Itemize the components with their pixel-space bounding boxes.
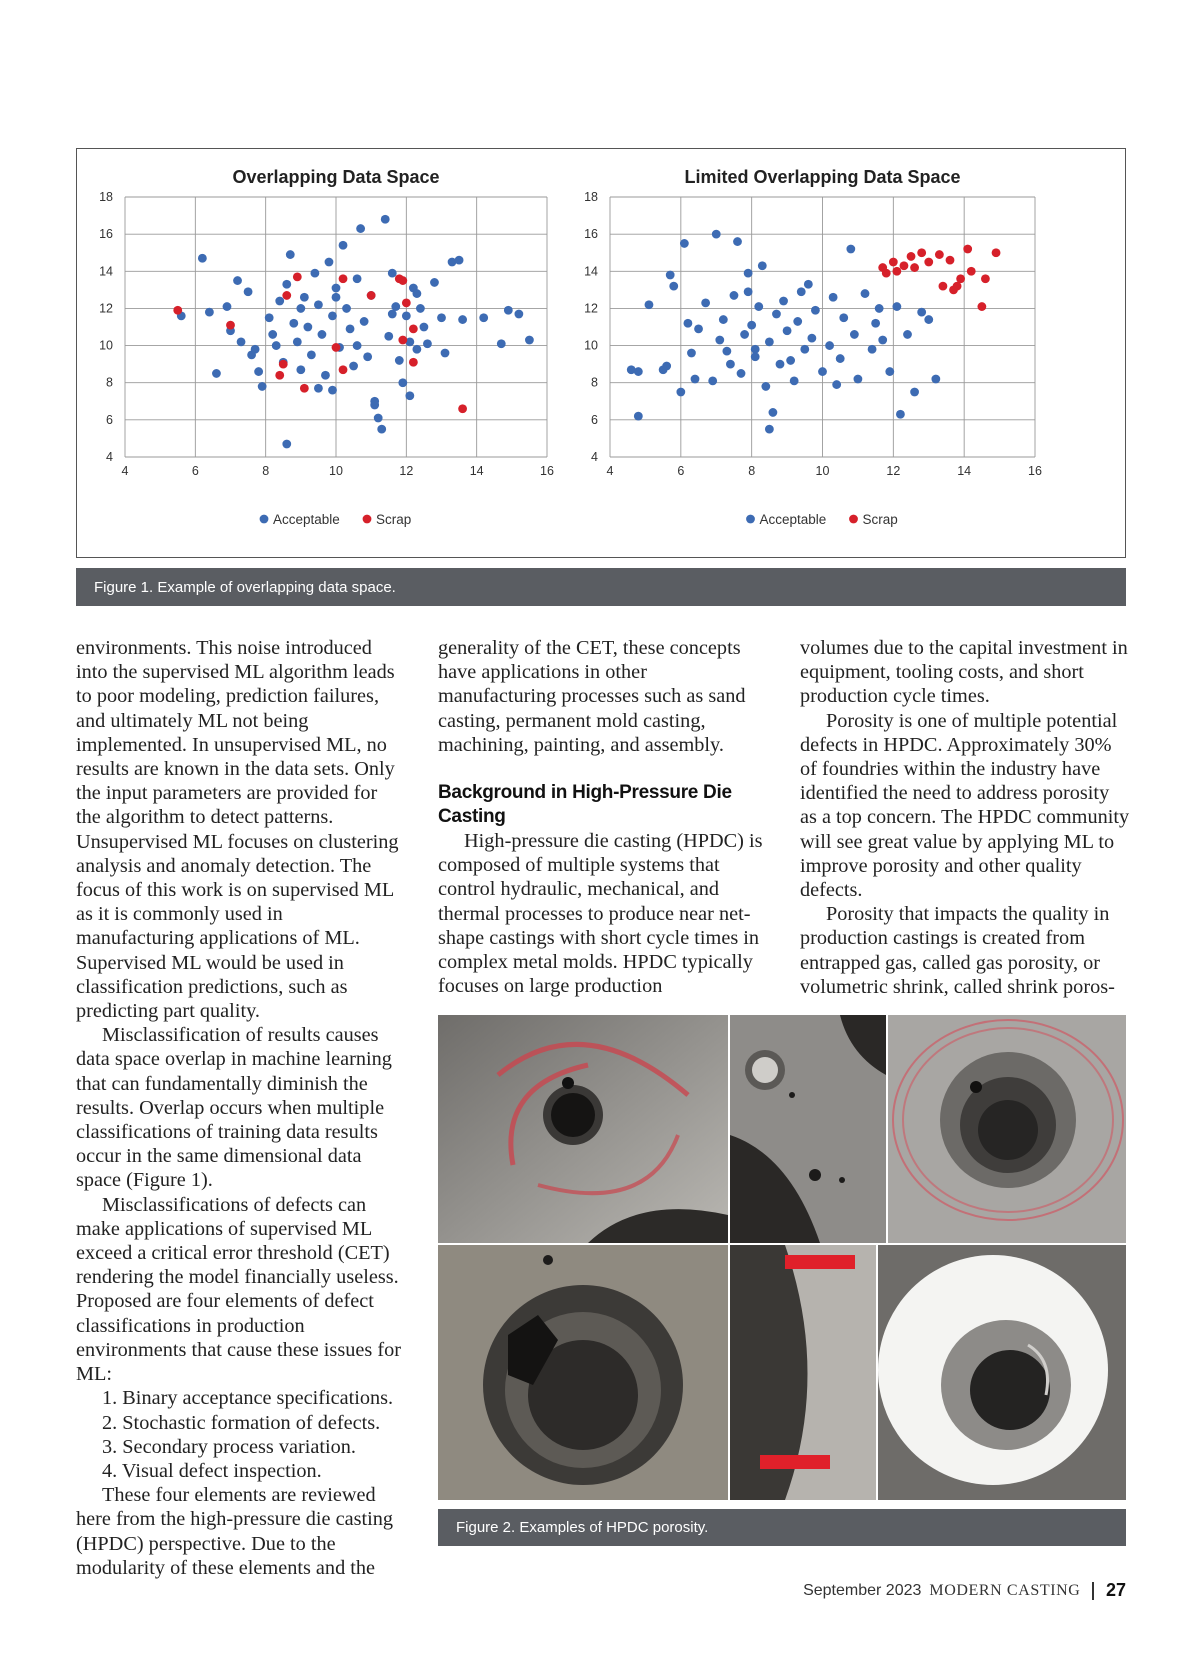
acceptable-point [525,336,534,345]
acceptable-point [258,382,267,391]
acceptable-point [328,386,337,395]
acceptable-point [398,378,407,387]
scrap-point [458,404,467,413]
y-tick-label: 8 [106,375,113,390]
acceptable-point [268,330,277,339]
acceptable-point [669,282,678,291]
y-tick-label: 10 [99,338,113,353]
acceptable-point [374,414,383,423]
acceptable-point [751,345,760,354]
acceptable-point [786,356,795,365]
acceptable-point [783,326,792,335]
scrap-point [992,248,1001,257]
scrap-point [939,282,948,291]
acceptable-point [765,337,774,346]
acceptable-point [758,261,767,270]
scrap-point [889,258,898,267]
paragraph: generality of the CET, these concepts have applications in other manufacturing processes such as sand casting, permanent mold casting, machining, painting, and assembly. [438,637,746,756]
acceptable-point [514,310,523,319]
porosity-photo-2 [730,1015,886,1243]
acceptable-point [325,258,334,267]
scrap-point [967,267,976,276]
acceptable-point [198,254,207,263]
x-tick-label: 8 [262,464,270,478]
acceptable-point [878,336,887,345]
footer-divider [1092,1582,1094,1600]
paragraph: Misclassifications of defects can make applications of supervised ML exceed a critical error threshold (CET) rendering the model financially useless. Proposed are four elements of defect classifications in production environments that cause these issues for ML: [76,1193,401,1386]
x-tick-label: 6 [191,464,199,478]
acceptable-point [388,310,397,319]
paragraph: Misclassification of results causes data space overlap in machine learning that can fundamentally diminish the results. Overlap occurs when multiple classifications of training data results occur in the same dimensional data space (Figure 1). [76,1024,392,1192]
acceptable-point [779,297,788,306]
acceptable-point [346,324,355,333]
acceptable-point [384,332,393,341]
y-tick-label: 14 [99,264,113,279]
acceptable-point [701,298,710,307]
acceptable-point [412,289,421,298]
acceptable-point [300,293,309,302]
y-tick-label: 14 [584,264,598,279]
scrap-point [279,360,288,369]
acceptable-point [353,341,362,350]
acceptable-point [818,367,827,376]
y-tick-label: 6 [106,412,113,427]
y-tick-label: 18 [99,190,113,204]
acceptable-point [804,280,813,289]
y-tick-label: 12 [584,301,598,316]
legend-label-scrap: Scrap [862,512,898,527]
acceptable-point [875,304,884,313]
acceptable-point [402,311,411,320]
legend-label-acceptable: Acceptable [273,512,340,527]
acceptable-point [687,349,696,358]
scrap-point [300,384,309,393]
y-tick-label: 4 [591,450,598,464]
porosity-photo-6 [878,1245,1126,1500]
acceptable-point [737,369,746,378]
acceptable-point [924,315,933,324]
acceptable-point [405,391,414,400]
acceptable-point [339,241,348,250]
y-tick-label: 18 [584,190,598,204]
acceptable-point [412,345,421,354]
x-tick-label: 6 [677,464,685,478]
acceptable-point [420,323,429,332]
x-tick-label: 10 [815,464,830,478]
acceptable-point [296,304,305,313]
scrap-point [956,274,965,283]
scrap-point [949,285,958,294]
y-tick-label: 16 [99,227,113,242]
acceptable-point [381,215,390,224]
scrap-point [402,298,411,307]
legend-marker-scrap [363,515,372,524]
acceptable-point [296,365,305,374]
acceptable-point [850,330,859,339]
acceptable-point [342,304,351,313]
acceptable-point [430,278,439,287]
scrap-point [946,256,955,265]
list-item: 2. Stochastic formation of defects. [102,1411,381,1434]
acceptable-point [708,376,717,385]
scrap-point [398,336,407,345]
acceptable-point [740,330,749,339]
scrap-point [339,365,348,374]
scrap-point [398,276,407,285]
scrap-point [977,302,986,311]
acceptable-point [314,300,323,309]
scrap-point [924,258,933,267]
acceptable-point [205,308,214,317]
scrap-point [173,306,182,315]
acceptable-point [854,375,863,384]
section-heading: Background in High-Pressure Die Casting [438,782,732,828]
acceptable-point [497,339,506,348]
acceptable-point [254,367,263,376]
chart-title: Overlapping Data Space [232,167,440,187]
porosity-photo-5 [730,1245,876,1500]
acceptable-point [868,345,877,354]
acceptable-point [395,356,404,365]
acceptable-point [832,380,841,389]
acceptable-point [719,315,728,324]
paragraph: Porosity that impacts the quality in production castings is created from entrapped gas, called gas porosity, or volumetric shrink, called shrink poros- [800,903,1115,998]
figure-2-photos [438,1015,1126,1500]
magazine-name: MODERN CASTING [929,1581,1081,1599]
paragraph: Porosity is one of multiple potential defects in HPDC. Approximately 30% of foundries within the industry have identified the need to address porosity as a top concern. The HPDC community will see great value by applying ML to improve porosity and other quality defects. [800,709,1130,902]
acceptable-point [691,375,700,384]
y-tick-label: 6 [591,412,598,427]
acceptable-point [645,300,654,309]
acceptable-point [458,315,467,324]
acceptable-point [377,425,386,434]
acceptable-point [223,302,232,311]
acceptable-point [676,388,685,397]
acceptable-point [680,239,689,248]
scrap-point [882,269,891,278]
acceptable-point [733,237,742,246]
acceptable-point [765,425,774,434]
x-tick-label: 16 [1028,464,1042,478]
acceptable-point [416,304,425,313]
y-tick-label: 16 [584,227,598,242]
figure-1-charts [77,149,1127,559]
acceptable-point [479,313,488,322]
acceptable-point [694,324,703,333]
acceptable-point [265,313,274,322]
page-number: 27 [1105,1580,1126,1600]
acceptable-point [504,306,513,315]
scrap-point [409,324,418,333]
page-footer [803,1580,1126,1601]
acceptable-point [212,369,221,378]
acceptable-point [790,376,799,385]
acceptable-point [747,321,756,330]
scrap-point [900,261,909,270]
scrap-point [981,274,990,283]
x-tick-label: 4 [606,464,614,478]
acceptable-point [666,271,675,280]
acceptable-point [237,337,246,346]
acceptable-point [634,367,643,376]
text-column-1 [76,636,402,1580]
acceptable-point [715,336,724,345]
acceptable-point [289,319,298,328]
paragraph: volumes due to the capital investment in equipment, tooling costs, and short production cycle times. [800,637,1128,708]
scrap-point [907,252,916,261]
acceptable-point [829,293,838,302]
scrap-point [963,245,972,254]
acceptable-point [807,334,816,343]
scrap-point [367,291,376,300]
acceptable-point [332,284,341,293]
acceptable-point [744,287,753,296]
acceptable-point [896,410,905,419]
acceptable-point [314,384,323,393]
scrap-point [935,250,944,259]
list-item: 4. Visual defect inspection. [102,1459,322,1482]
acceptable-point [356,224,365,233]
acceptable-point [712,230,721,239]
x-tick-label: 10 [329,464,343,478]
acceptable-point [684,319,693,328]
acceptable-point [303,323,312,332]
list-item: 3. Secondary process variation. [102,1435,357,1458]
acceptable-point [349,362,358,371]
acceptable-point [318,330,327,339]
scrap-point [910,263,919,272]
y-tick-label: 8 [591,375,598,390]
x-tick-label: 8 [748,464,756,478]
acceptable-point [811,306,820,315]
acceptable-point [846,245,855,254]
acceptable-point [861,289,870,298]
acceptable-point [797,287,806,296]
paragraph: environments. This noise introduced into the supervised ML algorithm leads to poor modeling, prediction failures, and ultimately ML not being implemented. In unsupervised ML, no results are known in the data sets. Only the input parameters are provided for the algorithm to detect patterns. Unsupervised ML focuses on clustering analysis and anomaly detection. The focus of this work is on supervised ML as it is commonly used in manufacturing applications of ML. Supervised ML would be used in classification predictions, such as predicting part quality. [76,637,399,1023]
acceptable-point [839,313,848,322]
x-tick-label: 16 [540,464,554,478]
acceptable-point [370,401,379,410]
acceptable-point [307,350,316,359]
paragraph: High-pressure die casting (HPDC) is composed of multiple systems that control hydraulic, mechanical, and thermal processes to produce near net-shape castings with short cycle times in complex metal molds. HPDC typically focuses on large production [438,830,763,998]
chart-title: Limited Overlapping Data Space [684,167,961,187]
acceptable-point [233,276,242,285]
acceptable-point [321,371,330,380]
list-item: 1. Binary acceptance specifications. [102,1387,394,1410]
acceptable-point [423,339,432,348]
acceptable-point [244,287,253,296]
acceptable-point [871,319,880,328]
acceptable-point [328,311,337,320]
x-tick-label: 14 [957,464,972,478]
legend-marker-acceptable [260,515,269,524]
acceptable-point [363,352,372,361]
acceptable-point [776,360,785,369]
scrap-point [339,274,348,283]
y-tick-label: 10 [584,338,598,353]
acceptable-point [769,408,778,417]
legend-label-scrap: Scrap [376,512,412,527]
porosity-photo-3 [888,1015,1126,1243]
acceptable-point [332,293,341,302]
acceptable-point [772,310,781,319]
acceptable-point [441,349,450,358]
figure-2-caption: Figure 2. Examples of HPDC porosity. [438,1509,1126,1546]
acceptable-point [388,269,397,278]
y-tick-label: 4 [106,450,113,464]
legend-marker-acceptable [746,515,755,524]
scrap-point [409,358,418,367]
acceptable-point [917,308,926,317]
acceptable-point [825,341,834,350]
y-tick-label: 12 [99,301,113,316]
acceptable-point [726,360,735,369]
acceptable-point [754,302,763,311]
acceptable-point [272,341,281,350]
acceptable-point [437,313,446,322]
acceptable-point [931,375,940,384]
x-tick-label: 14 [469,464,484,478]
acceptable-point [836,354,845,363]
acceptable-point [282,280,291,289]
acceptable-point [903,330,912,339]
acceptable-point [455,256,464,265]
acceptable-point [800,345,809,354]
acceptable-point [282,440,291,449]
porosity-photo-4 [438,1245,728,1500]
acceptable-point [251,345,260,354]
acceptable-point [360,317,369,326]
acceptable-point [910,388,919,397]
acceptable-point [722,347,731,356]
scrap-point [282,291,291,300]
scrap-point [293,272,302,281]
legend-marker-scrap [849,515,858,524]
acceptable-point [892,302,901,311]
acceptable-point [730,291,739,300]
x-tick-label: 4 [121,464,129,478]
scrap-point [892,267,901,276]
acceptable-point [744,269,753,278]
acceptable-point [761,382,770,391]
legend-label-acceptable: Acceptable [759,512,827,527]
figure-1-caption: Figure 1. Example of overlapping data space. [76,568,1126,606]
acceptable-point [353,274,362,283]
scrap-point [226,321,235,330]
figure-1 [76,148,1126,558]
scrap-point [917,248,926,257]
text-column-3 [800,636,1130,999]
acceptable-point [286,250,295,259]
acceptable-point [885,367,894,376]
acceptable-point [634,412,643,421]
paragraph: These four elements are reviewed here from the high-pressure die casting (HPDC) perspective. Due to the modularity of these elements and the [76,1484,394,1579]
text-column-2 [438,636,770,998]
acceptable-point [275,297,284,306]
x-tick-label: 12 [399,464,414,478]
scrap-point [275,371,284,380]
acceptable-point [293,337,302,346]
acceptable-point [659,365,668,374]
issue-date: September 2023 [803,1581,922,1599]
scrap-point [332,343,341,352]
x-tick-label: 12 [886,464,901,478]
acceptable-point [311,269,320,278]
porosity-photo-1 [438,1015,728,1243]
acceptable-point [793,317,802,326]
